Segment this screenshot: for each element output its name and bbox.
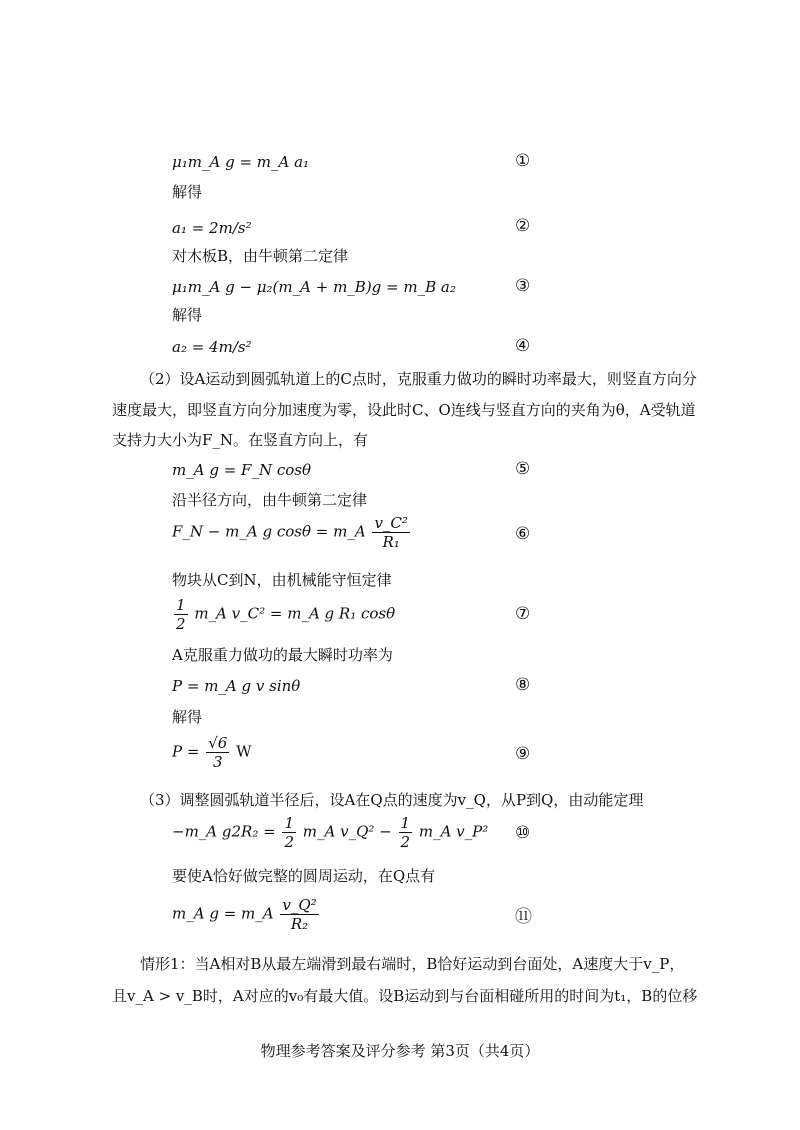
solve-label-2: 解得 bbox=[172, 306, 203, 324]
equation-1: μ₁m_A g = m_A a₁ bbox=[172, 153, 310, 171]
equation-9-denominator: 3 bbox=[213, 753, 223, 771]
equation-10-fraction-1-denominator: 2 bbox=[284, 833, 295, 851]
equation-10 bbox=[172, 814, 488, 851]
equation-9 bbox=[172, 734, 252, 771]
equation-7-numerator: 1 bbox=[176, 596, 186, 614]
equation-number-6: ⑥ bbox=[515, 524, 531, 544]
equation-number-5: ⑤ bbox=[515, 459, 531, 479]
equation-10-fraction-1 bbox=[282, 814, 296, 851]
equation-9-numerator: √6 bbox=[208, 734, 228, 752]
c-to-n-text: 物块从C到N，由机械能守恒定律 bbox=[172, 571, 392, 589]
equation-number-10: ⑩ bbox=[515, 823, 531, 843]
equation-number-2: ② bbox=[515, 216, 531, 236]
equation-number-4: ④ bbox=[515, 336, 531, 356]
part3-text: （3）调整圆弧轨道半径后，设A在Q点的速度为v_Q，从P到Q，由动能定理 bbox=[140, 791, 644, 809]
equation-6-fraction bbox=[372, 514, 409, 551]
equation-10-fraction-2 bbox=[399, 814, 413, 851]
equation-9-unit: W bbox=[236, 742, 252, 761]
equation-7 bbox=[172, 596, 395, 633]
equation-number-3: ③ bbox=[515, 276, 531, 296]
equation-9-left: P = bbox=[172, 742, 200, 761]
part2-line-1: （2）设A运动到圆弧轨道上的C点时，克服重力做功的瞬时功率最大，则竖直方向分 bbox=[140, 370, 697, 388]
page-footer: 物理参考答案及评分参考 第3页（共4页） bbox=[260, 1042, 540, 1060]
equation-10-left: −m_A g2R₂ = bbox=[172, 822, 276, 841]
equation-11-numerator: v_Q² bbox=[282, 896, 317, 914]
equation-10-fraction-2-numerator: 1 bbox=[400, 814, 411, 832]
equation-3: μ₁m_A g − μ₂(m_A + m_B)g = m_B a₂ bbox=[172, 278, 456, 296]
equation-number-7: ⑦ bbox=[515, 604, 531, 624]
equation-2: a₁ = 2m/s² bbox=[172, 219, 252, 237]
equation-4: a₂ = 4m/s² bbox=[172, 338, 252, 356]
solve-label-3: 解得 bbox=[172, 708, 203, 726]
equation-9-fraction bbox=[206, 734, 229, 771]
equation-10-middle: m_A v_Q² − bbox=[302, 822, 392, 841]
equation-number-11: ⑪ bbox=[515, 907, 532, 927]
equation-10-fraction-1-numerator: 1 bbox=[284, 814, 295, 832]
equation-10-right: m_A v_P² bbox=[418, 822, 489, 841]
equation-7-rest: m_A v_C² = m_A g R₁ cosθ bbox=[194, 604, 396, 623]
max-power-text: A克服重力做功的最大瞬时功率为 bbox=[172, 646, 393, 664]
equation-6-numerator: v_C² bbox=[374, 514, 408, 532]
equation-7-fraction bbox=[174, 596, 188, 633]
equation-11-denominator: R₂ bbox=[290, 915, 309, 933]
equation-11 bbox=[172, 896, 321, 933]
part2-line-3: 支持力大小为F_N。在竖直方向上，有 bbox=[112, 431, 369, 449]
equation-number-8: ⑧ bbox=[515, 675, 531, 695]
board-b-text: 对木板B，由牛顿第二定律 bbox=[172, 247, 349, 265]
equation-11-left: m_A g = m_A bbox=[172, 904, 274, 923]
equation-6-denominator: R₁ bbox=[382, 533, 400, 551]
circle-condition-text: 要使A恰好做完整的圆周运动，在Q点有 bbox=[172, 867, 436, 885]
equation-11-fraction bbox=[280, 896, 318, 933]
equation-6 bbox=[172, 514, 412, 551]
solve-label-1: 解得 bbox=[172, 183, 203, 201]
equation-10-fraction-2-denominator: 2 bbox=[400, 833, 411, 851]
equation-number-1: ① bbox=[515, 151, 531, 171]
part2-line-2: 速度最大，即竖直方向分加速度为零，设此时C、O连线与竖直方向的夹角为θ，A受轨道 bbox=[112, 401, 696, 419]
radial-text: 沿半径方向，由牛顿第二定律 bbox=[172, 491, 368, 509]
equation-6-left: F_N − m_A g cosθ = m_A bbox=[172, 522, 366, 541]
equation-8: P = m_A g v sinθ bbox=[172, 677, 301, 695]
case1-line-2: 且v_A > v_B时，A对应的v₀有最大值。设B运动到与台面相碰所用的时间为t₁，B的位移 bbox=[112, 987, 698, 1005]
equation-number-9: ⑨ bbox=[515, 744, 531, 764]
equation-5: m_A g = F_N cosθ bbox=[172, 461, 311, 479]
equation-7-denominator: 2 bbox=[176, 615, 186, 633]
case1-line-1: 情形1：当A相对B从最左端滑到最右端时，B恰好运动到台面处，A速度大于v_P， bbox=[140, 955, 685, 973]
